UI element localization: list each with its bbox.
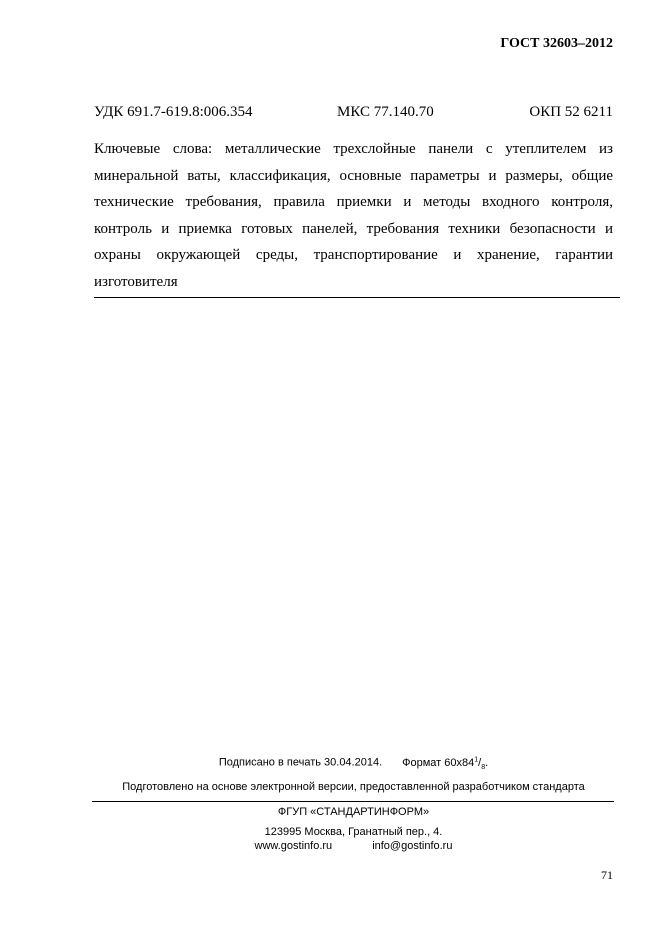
- paper-format: Формат $60x84^1/_8$.: [402, 756, 489, 771]
- keywords-line: контроль и приемка готовых панелей, требования техники безопасности и: [94, 220, 613, 237]
- page-number: 71: [601, 868, 613, 882]
- standard-number: ГОСТ 32603–2012: [500, 36, 613, 51]
- mks-code: МКС 77.140.70: [337, 104, 434, 120]
- imprint-signed-line: [94, 756, 613, 771]
- okp-code: ОКП 52 6211: [529, 104, 613, 120]
- keywords-line: охраны окружающей среды, транспортирование и хранение, гарантии: [94, 247, 613, 264]
- divider: [92, 801, 614, 802]
- keywords-line: минеральной ваты, классификация, основные параметры и размеры, общие: [94, 167, 613, 184]
- classification-codes: [94, 104, 613, 126]
- keywords-line: изготовителя: [94, 273, 178, 290]
- email-link[interactable]: info@gostinfo.ru: [372, 840, 453, 852]
- publisher-contacts: [94, 840, 613, 852]
- website-link[interactable]: www.gostinfo.ru: [254, 840, 333, 852]
- prepared-note: Подготовлено на основе электронной версии, предоставленной разработчиком стандарта: [122, 781, 585, 793]
- udk-code: УДК 691.7-619.8:006.354: [94, 104, 253, 120]
- signed-date: Подписано в печать 30.04.2014.: [218, 756, 383, 769]
- keywords-line: Ключевые слова: металлические трехслойные панели с утеплителем из: [94, 141, 613, 157]
- keywords-line: технические требования, правила приемки и методы входного контроля,: [94, 194, 613, 211]
- publisher-address: 123995 Москва, Гранатный пер., 4.: [264, 826, 443, 838]
- divider: [94, 297, 620, 298]
- keywords-paragraph: [94, 136, 613, 296]
- publisher-name: ФГУП «СТАНДАРТИНФОРМ»: [277, 806, 430, 818]
